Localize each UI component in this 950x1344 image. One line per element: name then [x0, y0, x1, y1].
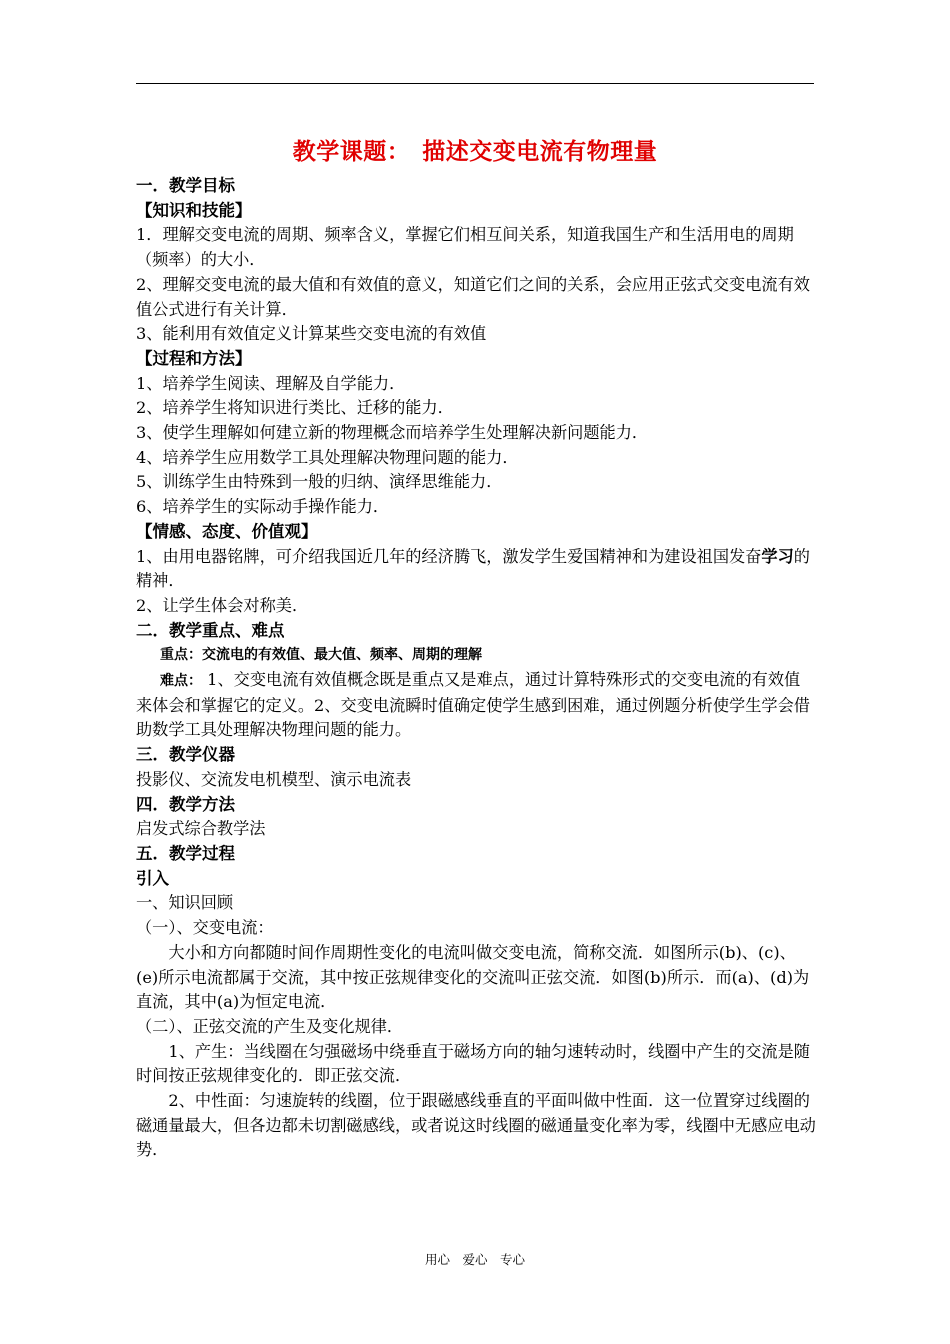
list-item: 6、培养学生的实际动手操作能力．	[136, 497, 390, 517]
difficulty-paragraph	[136, 668, 816, 743]
section-heading-instruments: 三．教学仪器	[136, 745, 235, 765]
paragraph: 3、能利用有效值定义计算某些交变电流的有效值	[136, 324, 487, 344]
page-title: 教学课题： 描述交变电流有物理量	[292, 139, 658, 165]
header-rule	[136, 83, 814, 84]
subheading-intro: 引入	[136, 868, 169, 888]
paragraph	[136, 545, 816, 594]
section-heading-objectives: 一．教学目标	[136, 176, 235, 195]
section-heading-method: 四．教学方法	[136, 794, 235, 814]
paragraph: 2、理解交变电流的最大值和有效值的意义，知道它们之间的关系，会应用正弦式交变电流有效值公式进行有关计算．	[136, 274, 810, 319]
text-run: 的精神．	[136, 546, 810, 591]
paragraph: 大小和方向都随时间作周期性变化的电流叫做交变电流，简称交流．如图所示(b)、(c)、(e)所示电流都属于交流，其中按正弦规律变化的交流叫正弦交流．如图(b)所示．而(a)、(d)为直流，其中(a)为恒定电流．	[136, 942, 810, 1012]
subheading-process: 【过程和方法】	[136, 348, 252, 368]
paragraph: 一、知识回顾	[136, 893, 234, 913]
list-item: 4、培养学生应用数学工具处理解决物理问题的能力．	[136, 447, 519, 467]
difficulty-label: 难点：	[160, 673, 202, 690]
paragraph: （一）、交变电流：	[136, 918, 274, 938]
list-item: 3、使学生理解如何建立新的物理概念而培养学生处理解决新问题能力．	[136, 423, 649, 443]
text-run-bold: 学习	[761, 546, 794, 566]
paragraph: 1、产生：当线圈在匀强磁场中绕垂直于磁场方向的轴匀速转动时，线圈中产生的交流是随时间按正弦规律变化的．即正弦交流．	[136, 1041, 810, 1086]
paragraph: 投影仪、交流发电机模型、演示电流表	[136, 769, 412, 789]
text-run: 1、由用电器铭牌，可介绍我国近几年的经济腾飞，激发学生爱国精神和为建设祖国发奋	[136, 546, 762, 566]
subheading-emotion: 【情感、态度、价值观】	[136, 521, 318, 541]
paragraph: 启发式综合教学法	[136, 819, 266, 839]
paragraph: 1．理解交变电流的周期、频率含义，掌握它们相互间关系，知道我国生产和生活用电的周期（频率）的大小．	[136, 225, 794, 270]
document-body	[136, 174, 816, 1163]
difficulty-text: 1、交变电流有效值概念既是重点又是难点，通过计算特殊形式的交变电流的有效值来体会和掌握它的定义。2、交变电流瞬时值确定使学生感到困难，通过例题分析使学生学会借助数学工具处理解决物理问题的能力。	[136, 670, 810, 740]
section-heading-key-points: 二．教学重点、难点	[136, 620, 285, 640]
paragraph: 2、中性面：匀速旋转的线圈，位于跟磁感线垂直的平面叫做中性面．这一位置穿过线圈的磁通量最大，但各边都未切割磁感线，或者说这时线圈的磁通量变化率为零，线圈中无感应电动势．	[136, 1091, 816, 1160]
key-point: 重点：交流电的有效值、最大值、频率、周期的理解	[160, 647, 482, 664]
list-item: 5、训练学生由特殊到一般的归纳、演绎思维能力．	[136, 472, 503, 492]
paragraph: （二）、正弦交流的产生及变化规律．	[136, 1016, 404, 1036]
list-item: 1、培养学生阅读、理解及自学能力．	[136, 373, 406, 393]
paragraph: 2、让学生体会对称美．	[136, 595, 309, 615]
subheading-knowledge: 【知识和技能】	[136, 200, 252, 220]
list-item: 2、培养学生将知识进行类比、迁移的能力．	[136, 398, 454, 418]
section-heading-process: 五．教学过程	[136, 843, 235, 863]
page-footer: 用心 爱心 专心	[424, 1252, 525, 1267]
